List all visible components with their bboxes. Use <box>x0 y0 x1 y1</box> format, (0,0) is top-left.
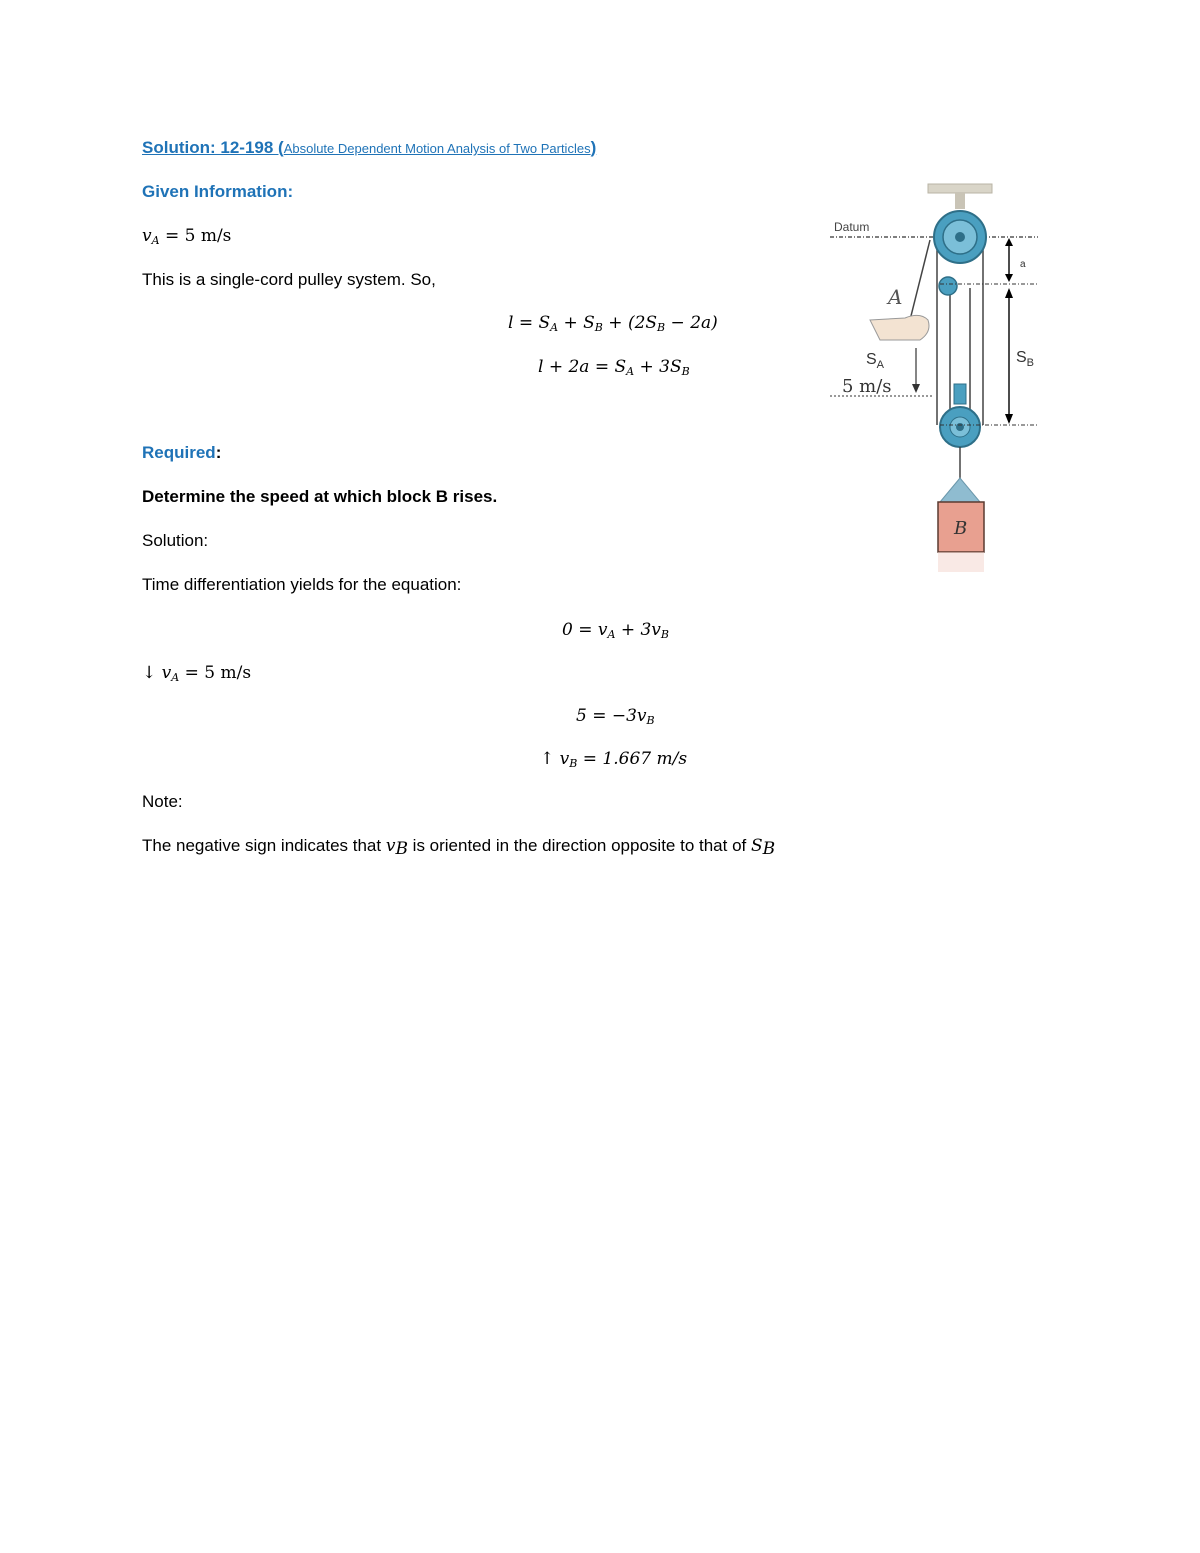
required-heading: Required: <box>142 443 222 462</box>
speed-label: 5 m/s <box>842 376 892 397</box>
block-hook <box>940 478 980 502</box>
document-title: Solution: 12-198 (Absolute Dependent Motion Analysis of Two Particles) <box>142 138 597 157</box>
datum-label: Datum <box>834 220 870 234</box>
cord-to-a <box>910 240 930 320</box>
given-heading: Given Information: <box>142 182 294 201</box>
va-direction: ↓ $v_A = 5$ m/s <box>142 663 252 684</box>
ceiling-mount <box>928 184 992 193</box>
label-sb: $S_B$ <box>1016 349 1035 369</box>
middle-pulley <box>939 277 957 295</box>
equation-1: $l = S_A + S_B + (2S_B - 2a)$ <box>508 313 718 334</box>
equation-2: $l + 2a = S_A + 3S_B$ <box>538 357 690 378</box>
label-small-a: a <box>1020 259 1026 270</box>
required-statement: Determine the speed at which block B rises. <box>142 487 498 506</box>
equation-3: $0 = v_A + 3v_B$ <box>562 620 670 641</box>
system-text: This is a single-cord pulley system. So, <box>142 270 436 289</box>
given-va: $v_A = 5$ m/s <box>142 226 232 247</box>
sa-arrowhead <box>912 384 920 393</box>
pulley-diagram <box>820 180 1050 580</box>
note-heading: Note: <box>142 792 183 811</box>
sb-arrow-bottom <box>1005 414 1013 424</box>
solution-heading: Solution: <box>142 531 209 550</box>
top-pulley-hub <box>955 232 965 242</box>
mount-bracket <box>955 193 965 209</box>
note-text: The negative sign indicates that $v_B$ is oriented in the direction opposite to that of $S_B$ <box>142 836 776 859</box>
label-a: A <box>888 285 903 309</box>
a-arrow-top <box>1005 238 1013 246</box>
lower-pulley-hub <box>956 423 964 431</box>
label-sa: $S_A$ <box>866 351 885 371</box>
sb-arrow-top <box>1005 288 1013 298</box>
a-arrow-bottom <box>1005 274 1013 282</box>
block-label: B <box>954 518 968 539</box>
hand-a <box>870 315 929 340</box>
solution-text: Time differentiation yields for the equation: <box>142 575 462 594</box>
block-shadow <box>938 552 984 572</box>
equation-5-result: ↑ $v_B = 1.667$ m/s <box>540 749 688 770</box>
equation-4: $5 = -3v_B$ <box>576 706 655 727</box>
lower-pulley-bracket <box>954 384 966 404</box>
